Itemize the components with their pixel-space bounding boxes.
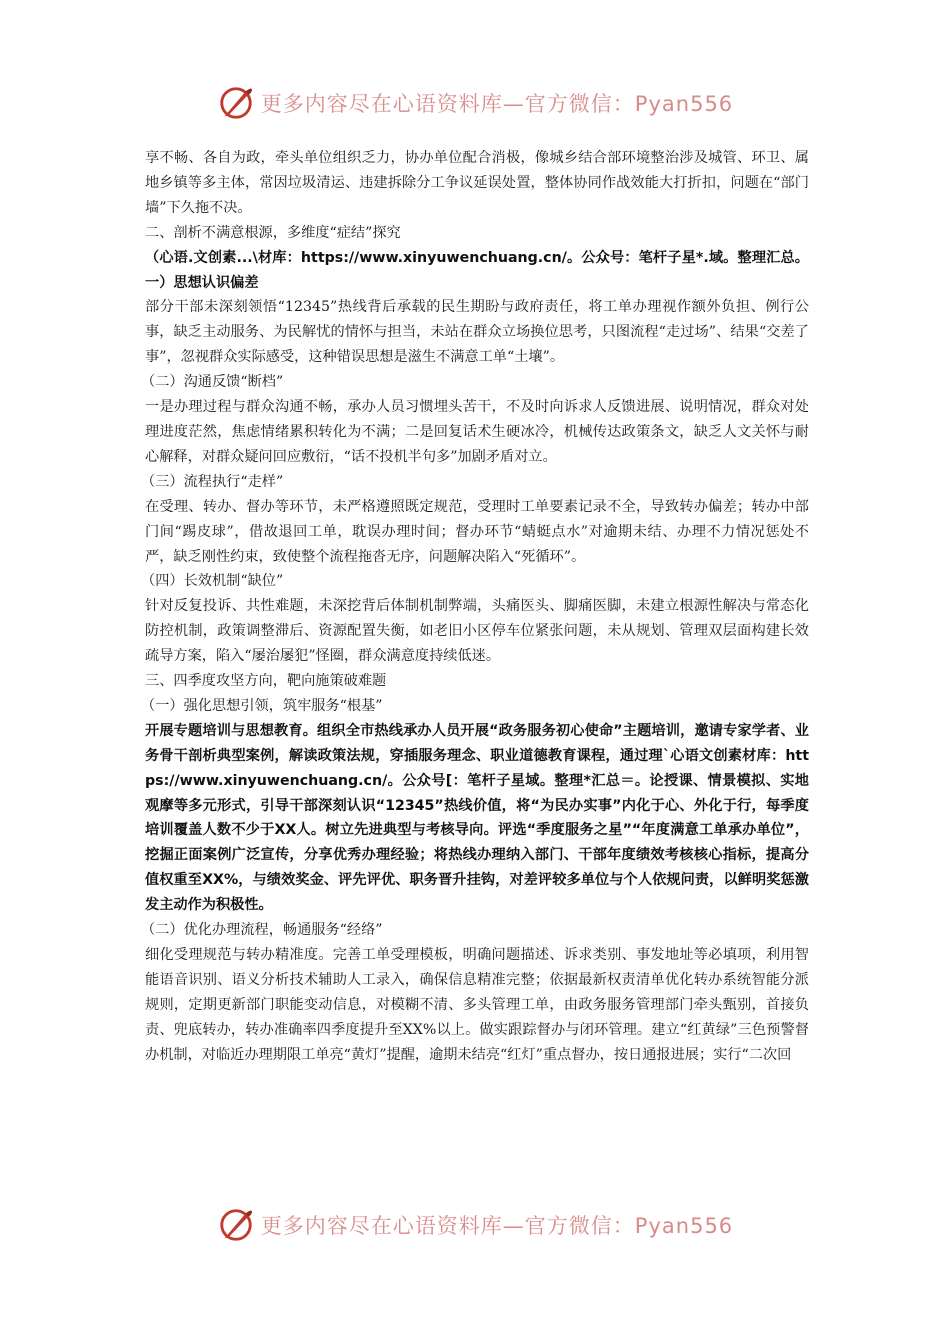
bold-paragraph: 开展专题培训与思想教育。组织全市热线承办人员开展“政务服务初心使命”主题培训，邀请专家学者、业务骨干剖析典型案例，解读政策法规，穿插服务理念、职业道德教育课程，通过理`心语文创素材库：https://www.xinyuwenchuang.cn/。公众号[：笔杆子星域。整理*汇总＝。论授课、情景模拟、实地观摩等多元形式，引导干部深刻认识“12345”热线价值，将“为民办实事”内化于心、外化于行，每季度培训覆盖人数不少于XX人。树立先进典型与考核导向。评选“季度服务之星”“年度满意工单承办单位”，挖掘正面案例广泛宣传，分享优秀办理经验；将热线办理纳入部门、干部年度绩效考核核心指标，提高分值权重至XX%，与绩效奖金、评先评优、职务晋升挂钩，对差评较多单位与个人依规问责，以鲜明奖惩激发主动作为积极性。 <box>145 722 809 914</box>
subsection-heading: （二）沟通反馈“断档” <box>141 374 284 391</box>
paragraph: 在受理、转办、督办等环节，未严格遵照既定规范，受理时工单要素记录不全，导致转办偏差；转办中部门间“踢皮球”，借故退回工单，耽误办理时间；督办环节“蜻蜓点水”对逾期未结、办理不力情况惩处不严，缺乏刚性约束，致使整个流程拖沓无序，问题解决陷入“死循环”。 <box>145 498 809 565</box>
feather-pen-logo-icon <box>217 84 255 122</box>
section-heading: 三、四季度攻坚方向，靶向施策破难题 <box>145 673 387 690</box>
section-heading: 二、剖析不满意根源，多维度“症结”探究 <box>145 224 401 241</box>
header-banner-text: 更多内容尽在心语资料库—官方微信：Pyan556 <box>260 92 734 116</box>
header-banner <box>0 78 950 128</box>
footer-banner <box>0 1200 950 1250</box>
paragraph: 针对反复投诉、共性难题，未深挖背后体制机制弊端，头痛医头、脚痛医脚，未建立根源性解决与常态化防控机制，政策调整滞后、资源配置失衡，如老旧小区停车位紧张问题，未从规划、管理双层面构建长效疏导方案，陷入“屡治屡犯”怪圈，群众满意度持续低迷。 <box>145 598 809 665</box>
subsection-heading: （二）优化办理流程，畅通服务“经络” <box>141 922 383 939</box>
document-body <box>141 146 809 1068</box>
subsection-heading: （三）流程执行“走样” <box>141 473 284 490</box>
paragraph: 部分干部未深刻领悟“12345”热线背后承载的民生期盼与政府责任，将工单办理视作额外负担、例行公事，缺乏主动服务、为民解忧的情怀与担当，未站在群众立场换位思考，只图流程“走过场”、结果“交差了事”，忽视群众实际感受，这种错误思想是滋生不满意工单“土壤”。 <box>145 299 809 366</box>
paragraph: 一是办理过程与群众沟通不畅，承办人员习惯埋头苦干，不及时向诉求人反馈进展、说明情况，群众对处理进度茫然，焦虑情绪累积转化为不满；二是回复话术生硬冰冷，机械传达政策条文，缺乏人文关怀与耐心解释，对群众疑问回应敷衍，“话不投机半句多”加剧矛盾对立。 <box>145 399 809 465</box>
paragraph: 细化受理规范与转办精准度。完善工单受理模板，明确问题描述、诉求类别、事发地址等必填项，利用智能语音识别、语义分析技术辅助人工录入，确保信息精准完整；依据最新权责清单优化转办系统智能分派规则，定期更新部门职能变动信息，对模糊不清、多头管理工单，由政务服务管理部门牵头甄别，首接负责、兜底转办，转办准确率四季度提升至XX%以上。做实跟踪督办与闭环管理。建立“红黄绿”三色预警督办机制，对临近办理期限工单亮“黄灯”提醒，逾期未结亮“红灯”重点督办，按日通报进展；实行“二次回 <box>145 947 809 1063</box>
feather-pen-logo-icon <box>217 1206 255 1244</box>
bold-paragraph: （心语.文创素...\材库：https://www.xinyuwenchuang.cn/。公众号：笔杆子星*.域。整理汇总。一）思想认识偏差 <box>145 249 809 291</box>
footer-banner-text: 更多内容尽在心语资料库—官方微信：Pyan556 <box>260 1214 734 1238</box>
subsection-heading: （一）强化思想引领，筑牢服务“根基” <box>141 697 383 714</box>
paragraph: 享不畅、各自为政，牵头单位组织乏力，协办单位配合消极，像城乡结合部环境整治涉及城管、环卫、属地乡镇等多主体，常因垃圾清运、违建拆除分工争议延误处置，整体协同作战效能大打折扣，问题在“部门墙”下久拖不决。 <box>145 150 809 216</box>
subsection-heading: （四）长效机制“缺位” <box>141 573 284 590</box>
